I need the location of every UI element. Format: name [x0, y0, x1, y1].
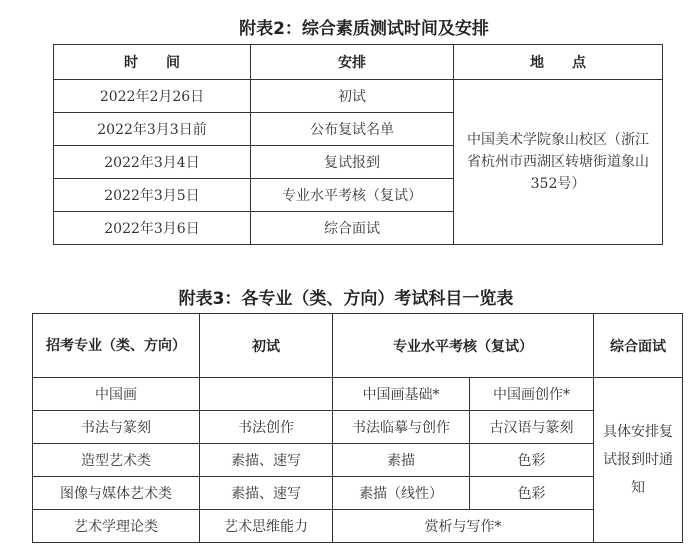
- header-location: 地 点: [454, 45, 663, 80]
- header-interview: 综合面试: [594, 314, 683, 378]
- header-major: 招考专业（类、方向）: [33, 314, 200, 378]
- table-row: [33, 378, 683, 411]
- prelim-cell: 素描、速写: [200, 477, 333, 510]
- table1-title: 附表2：综合素质测试时间及安排: [239, 19, 489, 39]
- major-cell: 艺术学理论类: [33, 510, 200, 543]
- table-row: [33, 444, 683, 477]
- retest-cell: 赏析与写作*: [333, 510, 594, 543]
- major-cell: 造型艺术类: [33, 444, 200, 477]
- time-cell: 2022年3月4日: [54, 146, 251, 179]
- time-cell: 2022年3月5日: [54, 179, 251, 212]
- retest-cell: 中国画基础*: [333, 378, 470, 411]
- header-time: 时 间: [54, 45, 251, 80]
- table2-title: 附表3：各专业（类、方向）考试科目一览表: [178, 289, 514, 309]
- location-cell: 中国美术学院象山校区（浙江省杭州市西湖区转塘街道象山352号）: [454, 80, 663, 245]
- retest-cell: 古汉语与篆刻: [470, 411, 594, 444]
- table-row: [33, 477, 683, 510]
- time-cell: 2022年2月26日: [54, 80, 251, 113]
- header-arrangement: 安排: [251, 45, 454, 80]
- prelim-cell: 书法创作: [200, 411, 333, 444]
- prelim-cell: [200, 378, 333, 411]
- table-row: [54, 80, 663, 113]
- schedule-table: [53, 44, 663, 245]
- retest-cell: 书法临摹与创作: [333, 411, 470, 444]
- header-prelim: 初试: [200, 314, 333, 378]
- retest-cell: 素描（线性）: [333, 477, 470, 510]
- retest-cell: 色彩: [470, 444, 594, 477]
- arrangement-cell: 复试报到: [251, 146, 454, 179]
- interview-cell: 具体安排复试报到时通知: [594, 378, 683, 543]
- time-cell: 2022年3月6日: [54, 212, 251, 245]
- table-row: [33, 510, 683, 543]
- retest-cell: 中国画创作*: [470, 378, 594, 411]
- time-cell: 2022年3月3日前: [54, 113, 251, 146]
- arrangement-cell: 综合面试: [251, 212, 454, 245]
- prelim-cell: 素描、速写: [200, 444, 333, 477]
- retest-cell: 素描: [333, 444, 470, 477]
- major-cell: 书法与篆刻: [33, 411, 200, 444]
- major-cell: 中国画: [33, 378, 200, 411]
- header-retest: 专业水平考核（复试）: [333, 314, 594, 378]
- arrangement-cell: 初试: [251, 80, 454, 113]
- prelim-cell: 艺术思维能力: [200, 510, 333, 543]
- major-cell: 图像与媒体艺术类: [33, 477, 200, 510]
- arrangement-cell: 专业水平考核（复试）: [251, 179, 454, 212]
- subjects-table: [32, 313, 683, 543]
- arrangement-cell: 公布复试名单: [251, 113, 454, 146]
- retest-cell: 色彩: [470, 477, 594, 510]
- table-row: [33, 411, 683, 444]
